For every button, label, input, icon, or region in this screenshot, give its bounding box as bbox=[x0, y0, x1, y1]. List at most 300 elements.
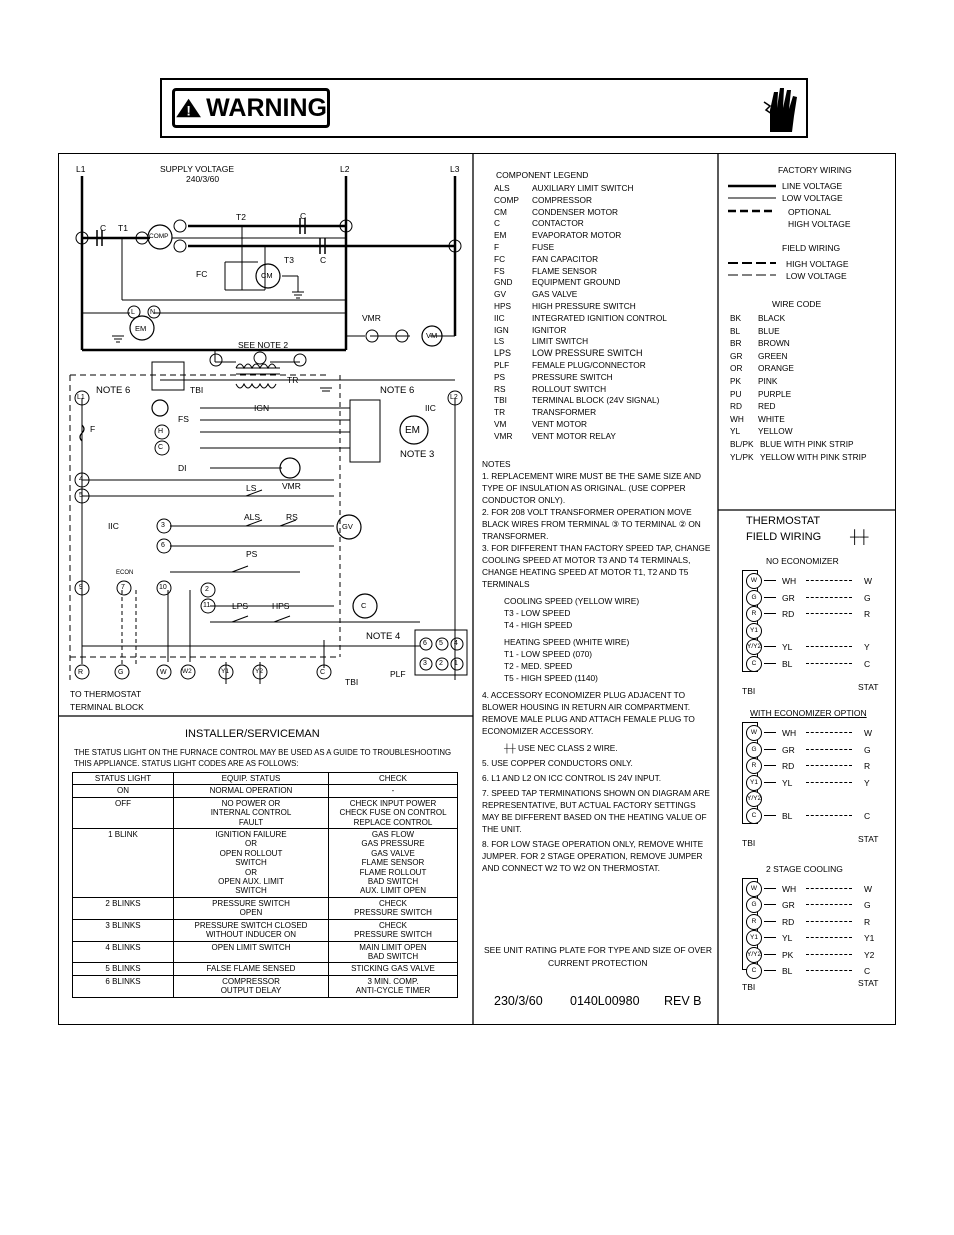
wire-code-item bbox=[730, 400, 867, 413]
thermostat-stat-terminal: Y bbox=[864, 777, 870, 788]
status-light-cell: 3 BLINKS bbox=[73, 919, 174, 941]
legend-desc: FAN CAPACITOR bbox=[532, 253, 599, 264]
wire-segment bbox=[764, 937, 776, 938]
thermostat-wire-code: BL bbox=[782, 811, 793, 821]
legend-desc: EVAPORATOR MOTOR bbox=[532, 230, 622, 241]
legend-abbr: F bbox=[494, 241, 500, 252]
legend-abbr: EM bbox=[494, 230, 507, 241]
line-l1-label: L1 bbox=[76, 164, 86, 174]
wire-code-item bbox=[730, 413, 867, 426]
line-voltage-label: LINE VOLTAGE bbox=[782, 181, 843, 191]
n-label: N bbox=[150, 309, 156, 316]
equip-status-cell: OPEN LIMIT SWITCH bbox=[174, 941, 329, 963]
legend-item bbox=[494, 325, 667, 337]
see-note-2-label: SEE NOTE 2 bbox=[238, 340, 289, 350]
check-cell: MAIN LIMIT OPEN BAD SWITCH bbox=[329, 941, 458, 963]
legend-abbr: RS bbox=[494, 383, 506, 394]
terminal-w2: W2 bbox=[182, 668, 192, 675]
low-voltage-label: LOW VOLTAGE bbox=[782, 193, 843, 203]
legend-item bbox=[494, 301, 667, 313]
tr-label: TR bbox=[287, 375, 299, 385]
cap-c-low-label: C bbox=[320, 255, 327, 265]
lps-label: LPS bbox=[232, 601, 249, 611]
equip-status-cell: PRESSURE SWITCH OPEN bbox=[174, 897, 329, 919]
wiring-key-panel bbox=[718, 153, 896, 509]
optional-label: OPTIONAL bbox=[788, 207, 831, 217]
legend-abbr: TR bbox=[494, 407, 506, 418]
plug-pin-2: 2 bbox=[439, 660, 443, 667]
status-light-cell: 2 BLINKS bbox=[73, 897, 174, 919]
legend-abbr: VMR bbox=[494, 430, 513, 441]
note-item: 3. FOR DIFFERENT THAN FACTORY SPEED TAP, CHANGE COOLING SPEED AT MOTOR T3 AND T4 TERMINALS, CHANGE HEATING SPEED AT MOTOR T1, T2 AND T5 TERMINALS bbox=[482, 543, 711, 589]
wire-segment-dashed bbox=[806, 970, 852, 971]
thermostat-wire-code: BL bbox=[782, 966, 793, 976]
legend-desc: CONTACTOR bbox=[532, 218, 584, 229]
thermostat-terminal: Y/Y2 bbox=[746, 947, 762, 963]
iic-left-label: IIC bbox=[108, 521, 119, 531]
thermostat-wire-code: WH bbox=[782, 576, 797, 586]
check-cell: 3 MIN. COMP. ANTI-CYCLE TIMER bbox=[329, 975, 458, 997]
terminal-h: H bbox=[158, 428, 164, 435]
terminal-3: 3 bbox=[161, 522, 165, 529]
di-label: DI bbox=[178, 463, 187, 473]
terminal-5: 5 bbox=[79, 492, 83, 499]
status-light-cell: 1 BLINK bbox=[73, 829, 174, 898]
legend-desc: VENT MOTOR RELAY bbox=[532, 430, 616, 441]
thermostat-section bbox=[742, 708, 892, 853]
legend-item bbox=[494, 419, 667, 431]
comp-label: COMP bbox=[149, 233, 169, 240]
wire-code-color: WHITE bbox=[758, 413, 785, 424]
wire-code-item bbox=[730, 362, 867, 375]
wire-segment-dashed bbox=[806, 613, 852, 614]
legend-abbr: IIC bbox=[494, 312, 505, 323]
terminal-block-label: TERMINAL BLOCK bbox=[70, 702, 144, 712]
fc-label: FC bbox=[196, 269, 208, 279]
equip-status-cell: NORMAL OPERATION bbox=[174, 785, 329, 797]
thermostat-stat-terminal: G bbox=[864, 592, 871, 603]
check-cell: CHECK PRESSURE SWITCH bbox=[329, 919, 458, 941]
status-row bbox=[73, 941, 458, 963]
terminal-9: 9 bbox=[79, 584, 83, 591]
thermostat-wire-code: RD bbox=[782, 761, 795, 772]
equip-status-cell: COMPRESSOR OUTPUT DELAY bbox=[174, 975, 329, 997]
notes-section bbox=[482, 458, 712, 874]
installer-intro: THE STATUS LIGHT ON THE FURNACE CONTROL MAY BE USED AS A GUIDE TO TROUBLESHOOTING THIS APPLIANCE. STATUS LIGHT CODES ARE AS FOLLOWS: bbox=[74, 748, 452, 768]
wire-segment bbox=[764, 732, 776, 733]
legend-desc: HIGH PRESSURE SWITCH bbox=[532, 300, 636, 311]
thermostat-stat-terminal: R bbox=[864, 609, 871, 620]
plug-pin-1: 1 bbox=[454, 660, 458, 667]
thermostat-terminal: W bbox=[746, 573, 762, 589]
legend-item bbox=[494, 431, 667, 443]
t2-label: T2 bbox=[236, 212, 246, 222]
wire-code-list bbox=[730, 312, 867, 463]
l-label: L bbox=[131, 309, 135, 316]
wire-segment-dashed bbox=[806, 732, 852, 733]
wire-code-item bbox=[730, 325, 867, 338]
legend-item bbox=[494, 207, 667, 219]
wire-segment-dashed bbox=[806, 663, 852, 664]
note-item: 7. SPEED TAP TERMINATIONS SHOWN ON DIAGRAM ARE REPRESENTATIVE, BUT ACTUAL FACTORY SETTINGS MAY BE DIFFERENT BASED ON THE HEATING VALUE OF THE UNIT. bbox=[482, 788, 710, 834]
installer-title: INSTALLER/SERVICEMAN bbox=[185, 728, 320, 740]
note-item: 6. L1 AND L2 ON ICC CONTROL IS 24V INPUT. bbox=[482, 773, 662, 783]
field-line-samples bbox=[728, 257, 780, 281]
vmr-coil-symbol bbox=[280, 458, 300, 478]
wire-code-title: WIRE CODE bbox=[772, 299, 822, 309]
thermostat-wire-code: WH bbox=[782, 728, 797, 738]
wiring-line-samples bbox=[728, 181, 780, 217]
terminal-l2: L2 bbox=[450, 394, 458, 401]
wire-code-item bbox=[730, 425, 867, 438]
wire-segment bbox=[764, 970, 776, 971]
legend-item bbox=[494, 242, 667, 254]
note-item: T5 - HIGH SPEED (1140) bbox=[504, 673, 598, 683]
terminal-w: W bbox=[160, 669, 167, 676]
legend-item bbox=[494, 183, 667, 195]
check-cell: - bbox=[329, 785, 458, 797]
thermostat-wire-code: GR bbox=[782, 900, 795, 911]
thermostat-terminal: R bbox=[746, 606, 762, 622]
field-low-voltage-label: LOW VOLTAGE bbox=[786, 271, 847, 281]
wire-code-item bbox=[730, 438, 867, 451]
wire-code-item bbox=[730, 388, 867, 401]
legend-item bbox=[494, 218, 667, 230]
wire-code-abbr: GR bbox=[730, 350, 743, 361]
thermostat-section bbox=[742, 864, 892, 1009]
note4-label: NOTE 4 bbox=[366, 631, 401, 642]
vmr-contact-label: VMR bbox=[282, 481, 301, 491]
wire-segment-dashed bbox=[806, 749, 852, 750]
stat-label: STAT bbox=[858, 682, 879, 692]
thermostat-section-title: WITH ECONOMIZER OPTION bbox=[750, 708, 867, 718]
thermostat-terminal: C bbox=[746, 963, 762, 979]
wire-segment-dashed bbox=[806, 580, 852, 581]
note3-label: NOTE 3 bbox=[400, 449, 435, 460]
note6-left-label: NOTE 6 bbox=[96, 385, 131, 396]
wire-code-abbr: PK bbox=[730, 375, 742, 386]
legend-item bbox=[494, 254, 667, 266]
wire-code-color: GREEN bbox=[758, 350, 788, 361]
warning-exclamation: ! bbox=[186, 103, 191, 119]
thermostat-stat-terminal: C bbox=[864, 966, 871, 976]
ls-label: LS bbox=[246, 483, 257, 493]
status-row bbox=[73, 797, 458, 828]
wire-segment-dashed bbox=[806, 597, 852, 598]
terminal-r: R bbox=[78, 669, 84, 676]
thermostat-terminal: Y1 bbox=[746, 775, 762, 791]
legend-item bbox=[494, 360, 667, 372]
plug-pin-5: 5 bbox=[439, 640, 443, 647]
status-row bbox=[73, 975, 458, 997]
wire-code-item bbox=[730, 337, 867, 350]
status-row bbox=[73, 785, 458, 797]
status-table-header bbox=[73, 773, 458, 785]
legend-desc: CONDENSER MOTOR bbox=[532, 206, 619, 217]
component-legend bbox=[494, 183, 667, 443]
field-high-voltage-label: HIGH VOLTAGE bbox=[786, 259, 849, 269]
legend-item bbox=[494, 372, 667, 384]
legend-abbr: PS bbox=[494, 371, 506, 382]
legend-desc: LOW PRESSURE SWITCH bbox=[532, 348, 643, 359]
legend-desc: FEMALE PLUG/CONNECTOR bbox=[532, 359, 646, 370]
tbi-label: TBI bbox=[742, 982, 756, 992]
note-item: 4. ACCESSORY ECONOMIZER PLUG ADJACENT TO BLOWER HOUSING IN RETURN AIR COMPARTMENT. REMOVE MALE PLUG AND ATTACH FEMALE PLUG TO ECONOMIZER ACCESSORY. bbox=[482, 690, 695, 736]
wire-code-color: BLACK bbox=[758, 313, 786, 323]
stat-label: STAT bbox=[858, 978, 879, 988]
terminal-6: 6 bbox=[161, 542, 165, 549]
legend-desc: TRANSFORMER bbox=[532, 407, 597, 418]
legend-abbr: LS bbox=[494, 336, 505, 347]
equip-status-cell: IGNITION FAILURE OR OPEN ROLLOUT SWITCH OR OPEN AUX. LIMIT SWITCH bbox=[174, 829, 329, 898]
wire-code-abbr: OR bbox=[730, 363, 743, 374]
thermostat-stat-terminal: C bbox=[864, 659, 871, 669]
fs-label: FS bbox=[178, 414, 189, 424]
legend-item bbox=[494, 277, 667, 289]
legend-item bbox=[494, 384, 667, 396]
thermostat-wire-code: PK bbox=[782, 949, 794, 960]
line-l2-label: L2 bbox=[340, 164, 350, 174]
thermostat-terminal: Y/Y2 bbox=[746, 791, 762, 807]
rs-label: RS bbox=[286, 512, 298, 522]
thermostat-stat-terminal: Y bbox=[864, 642, 870, 653]
wire-segment-dashed bbox=[806, 954, 852, 955]
wire-segment-dashed bbox=[806, 646, 852, 647]
terminal-11: 11 bbox=[203, 602, 211, 609]
plug-pin-4: 4 bbox=[454, 640, 458, 647]
thermostat-section-title: 2 STAGE COOLING bbox=[766, 864, 843, 874]
note-item: T3 - LOW SPEED bbox=[504, 608, 571, 618]
plug-pin-3: 3 bbox=[423, 660, 427, 667]
fuse-label: F bbox=[90, 424, 96, 434]
legend-item bbox=[494, 289, 667, 301]
legend-desc: AUXILIARY LIMIT SWITCH bbox=[532, 183, 634, 193]
contactor-label: C bbox=[361, 601, 367, 610]
rating-plate-line2: CURRENT PROTECTION bbox=[548, 958, 648, 968]
wire-segment-dashed bbox=[806, 765, 852, 766]
status-light-cell: 6 BLINKS bbox=[73, 975, 174, 997]
equip-status-cell: FALSE FLAME SENSED bbox=[174, 963, 329, 975]
wire-segment bbox=[764, 954, 776, 955]
legend-abbr: GND bbox=[494, 277, 513, 288]
legend-desc: EQUIPMENT GROUND bbox=[532, 277, 621, 288]
stat-label: STAT bbox=[858, 834, 879, 844]
thermostat-terminal: W bbox=[746, 881, 762, 897]
wire-code-abbr: BR bbox=[730, 338, 742, 349]
wire-code-color: RED bbox=[758, 401, 776, 412]
thermostat-stat-terminal: G bbox=[864, 744, 871, 755]
legend-item bbox=[494, 313, 667, 325]
legend-item bbox=[494, 407, 667, 419]
legend-desc: TERMINAL BLOCK (24V SIGNAL) bbox=[532, 395, 660, 406]
t3-label: T3 bbox=[284, 255, 294, 265]
terminal-y1: Y1 bbox=[221, 668, 229, 675]
terminal-c: C bbox=[320, 669, 326, 676]
legend-abbr: PLF bbox=[494, 359, 510, 370]
note-item: 2. FOR 208 VOLT TRANSFORMER OPERATION MOVE BLACK WIRES FROM TERMINAL ③ TO TERMINAL ② ON TRANSFORMER. bbox=[482, 507, 701, 541]
to-thermostat-label: TO THERMOSTAT bbox=[70, 689, 142, 699]
thermostat-terminal: W bbox=[746, 725, 762, 741]
thermostat-wire-code: YL bbox=[782, 933, 793, 944]
thermostat-stat-terminal: Y2 bbox=[864, 949, 875, 960]
terminal-g: G bbox=[118, 669, 124, 676]
wire-segment bbox=[764, 888, 776, 889]
revision: REV B bbox=[664, 994, 702, 1008]
legend-desc: GAS VALVE bbox=[532, 289, 578, 300]
wire-code-color: BROWN bbox=[758, 338, 790, 349]
part-number: 0140L00980 bbox=[570, 994, 640, 1008]
status-light-table bbox=[72, 772, 458, 998]
terminal-l1: L1 bbox=[77, 394, 85, 401]
legend-abbr: C bbox=[494, 218, 500, 229]
legend-title: COMPONENT LEGEND bbox=[496, 170, 589, 180]
legend-item bbox=[494, 395, 667, 407]
equip-status-cell: NO POWER OR INTERNAL CONTROL FAULT bbox=[174, 797, 329, 828]
vm-label: VM bbox=[426, 331, 438, 340]
vmr-label: VMR bbox=[362, 313, 381, 323]
thermostat-terminal: C bbox=[746, 808, 762, 824]
thermostat-stat-terminal: R bbox=[864, 916, 871, 927]
header-status-light: STATUS LIGHT bbox=[73, 773, 174, 785]
class2-symbol: ┼┼ bbox=[850, 529, 869, 544]
wire-code-color: PURPLE bbox=[758, 388, 792, 399]
thermostat-stat-terminal: G bbox=[864, 900, 871, 911]
tbi-bottom-label: TBI bbox=[345, 677, 359, 687]
check-cell: GAS FLOW GAS PRESSURE GAS VALVE FLAME SENSOR FLAME ROLLOUT BAD SWITCH AUX. LIMIT OPEN bbox=[329, 829, 458, 898]
equip-status-cell: PRESSURE SWITCH CLOSED WITHOUT INDUCER ON bbox=[174, 919, 329, 941]
rating-plate-line1: SEE UNIT RATING PLATE FOR TYPE AND SIZE OF OVER bbox=[484, 945, 712, 955]
legend-desc: INTEGRATED IGNITION CONTROL bbox=[532, 312, 667, 323]
wire-segment bbox=[764, 749, 776, 750]
wire-code-abbr: RD bbox=[730, 401, 742, 412]
note-item: ┼┼ USE NEC CLASS 2 WIRE. bbox=[504, 743, 618, 753]
thermostat-terminal: G bbox=[746, 742, 762, 758]
wire-code-item bbox=[730, 350, 867, 363]
legend-item bbox=[494, 266, 667, 278]
terminal-10: 10 bbox=[159, 584, 167, 591]
thermostat-wire-code: WH bbox=[782, 884, 797, 894]
note-item: T1 - LOW SPEED (070) bbox=[504, 649, 593, 659]
thermostat-terminal: G bbox=[746, 897, 762, 913]
legend-abbr: ALS bbox=[494, 183, 510, 193]
wire-code-color: PINK bbox=[758, 375, 778, 386]
terminal-4: 4 bbox=[79, 476, 83, 483]
note-item: 1. REPLACEMENT WIRE MUST BE THE SAME SIZE AND TYPE OF INSULATION AS ORIGINAL. (USE COPPER CONDUCTOR ONLY). bbox=[482, 471, 701, 505]
legend-desc: ROLLOUT SWITCH bbox=[532, 383, 607, 394]
thermostat-terminal: R bbox=[746, 758, 762, 774]
status-light-cell: 5 BLINKS bbox=[73, 963, 174, 975]
em-motor-label: EM bbox=[405, 425, 420, 436]
wire-segment-dashed bbox=[806, 921, 852, 922]
check-cell: STICKING GAS VALVE bbox=[329, 963, 458, 975]
note-item: 5. USE COPPER CONDUCTORS ONLY. bbox=[482, 758, 633, 768]
terminal-y2: Y2 bbox=[255, 668, 263, 675]
tbi-label: TBI bbox=[742, 686, 756, 696]
check-cell: CHECK INPUT POWER CHECK FUSE ON CONTROL REPLACE CONTROL bbox=[329, 797, 458, 828]
wire-segment bbox=[764, 663, 776, 664]
legend-abbr: TBI bbox=[494, 395, 507, 406]
iic-label: IIC bbox=[425, 403, 436, 413]
thermostat-wire-code: YL bbox=[782, 642, 793, 653]
note-item: COOLING SPEED (YELLOW WIRE) bbox=[504, 596, 640, 606]
wire-code-item bbox=[730, 375, 867, 388]
tbi-label: TBI bbox=[742, 838, 756, 848]
cap-c-mid-label: C bbox=[300, 211, 307, 221]
thermostat-title: THERMOSTAT bbox=[746, 515, 821, 527]
thermostat-stat-terminal: C bbox=[864, 811, 871, 821]
wire-segment bbox=[764, 597, 776, 598]
legend-item bbox=[494, 336, 667, 348]
thermostat-wire-code: GR bbox=[782, 592, 795, 603]
legend-desc: IGNITOR bbox=[532, 324, 567, 335]
wire-segment bbox=[764, 613, 776, 614]
wire-code-color: YELLOW WITH PINK STRIP bbox=[760, 451, 867, 462]
wire-code-item bbox=[730, 451, 867, 464]
thermostat-wire-code: RD bbox=[782, 609, 795, 620]
wire-segment bbox=[764, 921, 776, 922]
check-cell: CHECK PRESSURE SWITCH bbox=[329, 897, 458, 919]
plf-label: PLF bbox=[390, 669, 406, 679]
wire-code-abbr: PU bbox=[730, 388, 742, 399]
thermostat-wire-code: RD bbox=[782, 916, 795, 927]
wire-segment-dashed bbox=[806, 937, 852, 938]
cm-label: CM bbox=[261, 271, 273, 280]
thermostat-stat-terminal: W bbox=[864, 884, 873, 894]
legend-abbr: LPS bbox=[494, 348, 512, 359]
status-row bbox=[73, 919, 458, 941]
legend-abbr: HPS bbox=[494, 300, 512, 311]
thermostat-wire-code: YL bbox=[782, 777, 793, 788]
plug-pin-6: 6 bbox=[423, 640, 427, 647]
wire-segment-dashed bbox=[806, 888, 852, 889]
wire-code-abbr: BL bbox=[730, 325, 741, 336]
thermostat-wire-code: GR bbox=[782, 744, 795, 755]
wire-segment-dashed bbox=[806, 815, 852, 816]
hps-label: HPS bbox=[272, 601, 290, 611]
ps-label: PS bbox=[246, 549, 258, 559]
em-label: EM bbox=[135, 324, 147, 333]
legend-abbr: FS bbox=[494, 265, 505, 276]
legend-abbr: CM bbox=[494, 206, 507, 217]
thermostat-terminal: Y/Y2 bbox=[746, 639, 762, 655]
note-item: 8. FOR LOW STAGE OPERATION ONLY, REMOVE WHITE JUMPER. FOR 2 STAGE OPERATION, REMOVE JUMPER AND CONNECT W2 TO W2 ON THERMOSTAT. bbox=[482, 839, 704, 873]
thermostat-section bbox=[742, 556, 892, 701]
legend-desc: COMPRESSOR bbox=[532, 194, 592, 205]
supply-voltage-label: SUPPLY VOLTAGE bbox=[160, 164, 235, 174]
legend-desc: FLAME SENSOR bbox=[532, 265, 598, 276]
header-equip-status: EQUIP. STATUS bbox=[174, 773, 329, 785]
legend-item bbox=[494, 348, 667, 360]
legend-abbr: COMP bbox=[494, 194, 519, 205]
line-l3-label: L3 bbox=[450, 164, 460, 174]
gv-label: GV bbox=[342, 522, 353, 531]
wire-segment-dashed bbox=[806, 782, 852, 783]
wire-code-color: ORANGE bbox=[758, 363, 794, 374]
wire-code-abbr: WH bbox=[730, 413, 744, 424]
t1-label: T1 bbox=[118, 223, 128, 233]
wire-segment bbox=[764, 646, 776, 647]
thermostat-stat-terminal: W bbox=[864, 576, 873, 586]
terminal-2: 2 bbox=[205, 586, 209, 593]
tbi-label: TBI bbox=[190, 385, 204, 395]
wire-segment bbox=[764, 904, 776, 905]
legend-desc: PRESSURE SWITCH bbox=[532, 371, 613, 382]
legend-item bbox=[494, 230, 667, 242]
legend-abbr: FC bbox=[494, 253, 506, 264]
note-item: T2 - MED. SPEED bbox=[504, 661, 573, 671]
thermostat-field-wiring-title: FIELD WIRING bbox=[746, 531, 822, 543]
wire-segment bbox=[764, 782, 776, 783]
